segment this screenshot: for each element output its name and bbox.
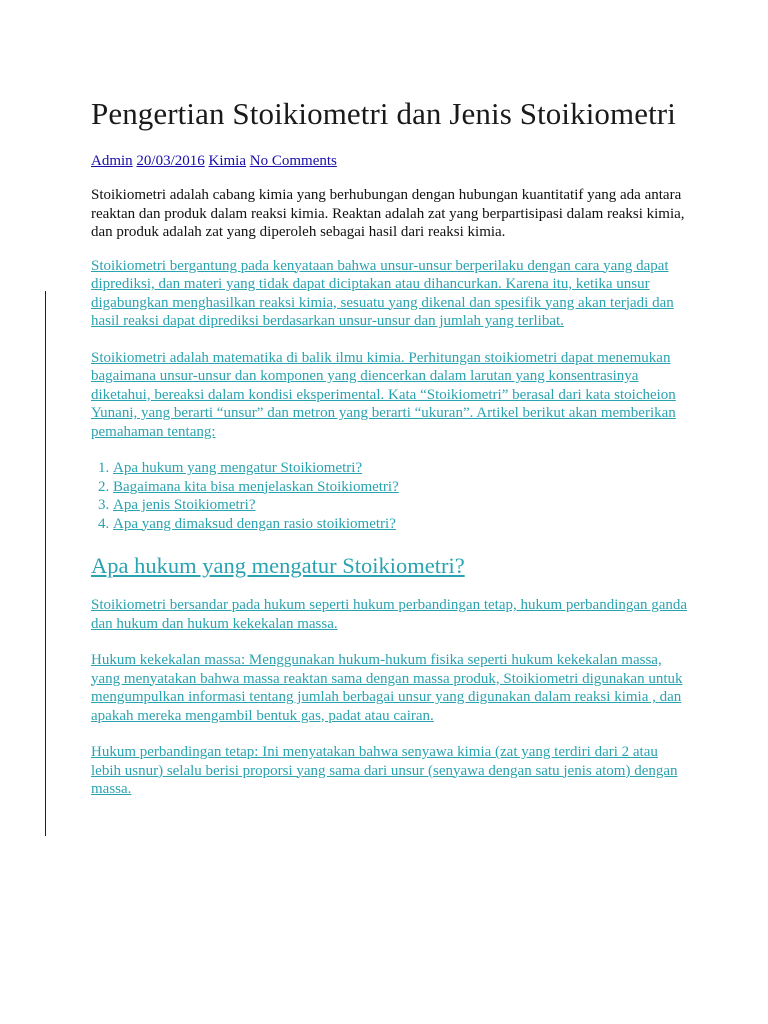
paragraph-conservation-of-mass[interactable]: Hukum kekekalan massa: Menggunakan hukum-hukum fisika seperti hukum kekekalan massa, yang menyatakan bahwa massa reaktan sama dengan massa produk, Stoikiometri digunakan untuk mengumpulkan informasi tentang jumlah berbagai unsur yang digunakan dalam reaksi kimia , dan apakah mereka mengambil bentuk gas, padat atau cairan. xyxy=(91,652,683,724)
comments-link[interactable]: No Comments xyxy=(249,153,337,169)
toc-item[interactable]: 2. Bagaimana kita bisa menjelaskan Stoikiometri? xyxy=(113,478,691,497)
date-link[interactable]: 20/03/2016 xyxy=(136,153,205,169)
paragraph-laws[interactable]: Stoikiometri bersandar pada hukum seperti hukum perbandingan tetap, hukum perbandingan ganda dan hukum dan hukum kekekalan massa. xyxy=(91,597,688,632)
toc-item[interactable]: 4. Apa yang dimaksud dengan rasio stoikiometri? xyxy=(113,515,691,534)
paragraph-definite-proportions[interactable]: Hukum perbandingan tetap: Ini menyatakan bahwa senyawa kimia (zat yang terdiri dari 2 atau lebih usnur) selalu berisi proporsi yang sama dari unsur (senyawa dengan satu jenis atom) dengan massa. xyxy=(91,744,678,797)
paragraph-mathematics[interactable]: Stoikiometri adalah matematika di balik ilmu kimia. Perhitungan stoikiometri dapat menemukan bagaimana unsur-unsur dan komponen yang diencerkan dalam larutan yang konsentrasinya diketahui, bereaksi dalam kondisi eksperimental. Kata “Stoikiometri” berasal dari kata stoicheion Yunani, yang berarti “unsur” dan metron yang berarti “ukuran”. Artikel berikut akan memberikan pemahaman tentang: xyxy=(91,349,676,440)
paragraph-prediction[interactable]: Stoikiometri bergantung pada kenyataan bahwa unsur-unsur berperilaku dengan cara yang dapat diprediksi, dan materi yang tidak dapat diciptakan atau dihancurkan. Karena itu, ketika unsur digabungkan menghasilkan reaksi kimia, sesuatu yang dikenal dan spesifik yang akan terjadi dan hasil reaksi dapat diprediksi berdasarkan unsur-unsur dan jumlah yang terlibat. xyxy=(91,257,674,329)
article xyxy=(91,94,691,799)
category-link[interactable]: Kimia xyxy=(208,153,247,169)
toc-item[interactable]: 3. Apa jenis Stoikiometri? xyxy=(113,496,691,515)
article-title: Pengertian Stoikiometri dan Jenis Stoikiometri xyxy=(91,96,676,131)
table-of-contents xyxy=(91,459,691,533)
margin-change-bar xyxy=(45,291,46,836)
post-meta xyxy=(91,151,691,171)
intro-paragraph: Stoikiometri adalah cabang kimia yang berhubungan dengan hubungan kuantitatif yang ada antara reaktan dan produk dalam reaksi kimia. Reaktan adalah zat yang berpartisipasi dalam reaksi kimia, dan produk adalah zat yang diperoleh sebagai hasil dari reaksi kimia. xyxy=(91,187,685,240)
section-heading[interactable]: Apa hukum yang mengatur Stoikiometri? xyxy=(91,553,465,578)
toc-item[interactable]: 1. Apa hukum yang mengatur Stoikiometri? xyxy=(113,459,691,478)
author-link[interactable]: Admin xyxy=(91,153,133,169)
